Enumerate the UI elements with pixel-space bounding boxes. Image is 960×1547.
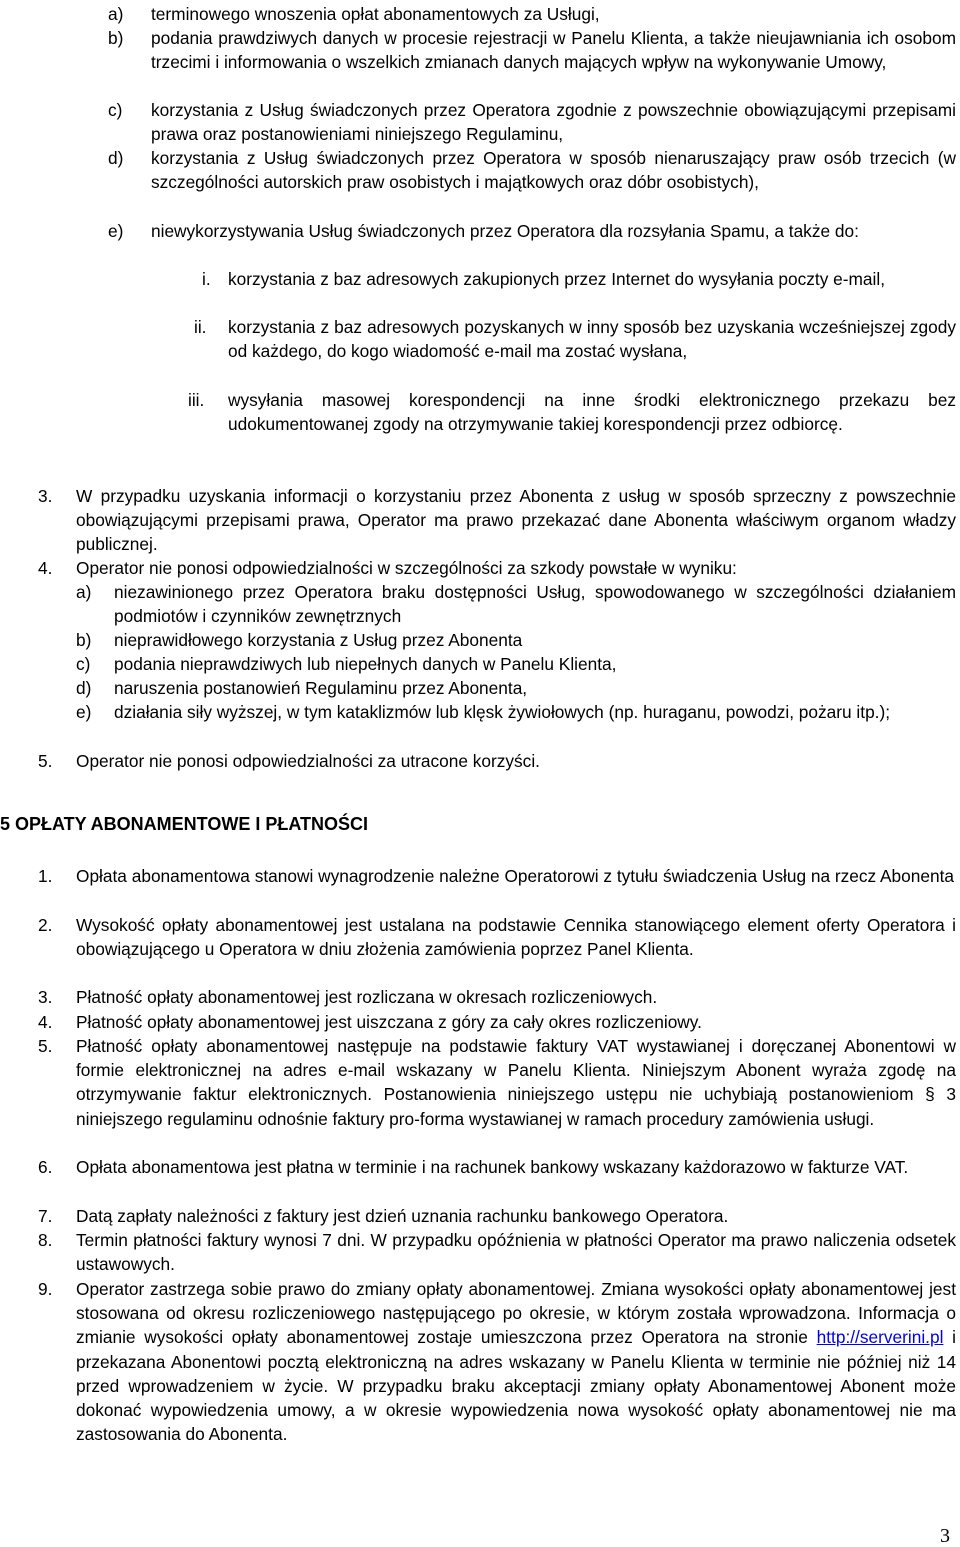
list-item (76, 580, 956, 630)
list-item-text: korzystania z baz adresowych pozyskanych w inny sposób bez uzyskania wcześniejszej zgody od każdego, do kogo wiadomość e-mail ma zostać wysłana, (228, 317, 956, 362)
list-item-text: Płatność opłaty abonamentowej jest rozliczana w okresach rozliczeniowych. (76, 987, 658, 1007)
serverini-link[interactable]: http://serverini.pl (816, 1327, 944, 1348)
list-item-label: 5. (38, 1036, 53, 1056)
list-item (38, 1204, 956, 1230)
list-item (108, 98, 956, 148)
list-item-text: naruszenia postanowień Regulaminu przez Abonenta, (114, 678, 528, 698)
list-item-text: Płatność opłaty abonamentowej jest uiszczana z góry za cały okres rozliczeniowy. (76, 1012, 702, 1032)
section-heading: 5 OPŁATY ABONAMENTOWE I PŁATNOŚCI (0, 814, 369, 834)
text-after-link: i przekazana Abonentowi pocztą elektroniczną na adres wskazany w Panelu Klienta w terminie nie później niż 14 przed wprowadzeniem w życie. W przypadku braku akceptacji zmiany opłaty Abonamentowej Abonent może dokonać wypowiedzenia umowy, a w okresie wypowiedzenia nowa wysokość opłaty abonamentowej nie ma zastosowania do Abonenta. (76, 1327, 957, 1445)
paragraph-text: Operator nie ponosi odpowiedzialności w szczególności za szkody powstałe w wyniku: (76, 558, 737, 578)
list-item-text: działania siły wyższej, w tym kataklizmów lub klęsk żywiołowych (np. huraganu, powodzi, pożaru itp.); (114, 702, 891, 722)
list-item-label: a) (108, 4, 124, 24)
list-item-label: 6. (38, 1157, 53, 1177)
text-before-link: Operator zastrzega sobie prawo do zmiany opłaty abonamentowej. Zmiana wysokości opłaty abonamentowej jest stosowana od okresu rozliczeniowego następującego po okresie, w którym została wprowadzona. Informacja o zmianie wysokości opłaty abonamentowej zostaje umieszczona przez Operatora na stronie (76, 1279, 956, 1348)
list-item-text: podania nieprawdziwych lub niepełnych danych w Panelu Klienta, (114, 654, 617, 674)
paragraph-text: W przypadku uzyskania informacji o korzystaniu przez Abonenta z usług w sposób sprzeczny z powszechnie obowiązującymi przepisami prawa, Operator ma prawo przekazać dane Abonenta właściwym organom władzy publicznej. (76, 486, 956, 555)
list-item-text: korzystania z baz adresowych zakupionych przez Internet do wysyłania poczty e-mail, (228, 269, 885, 289)
list-item-label: e) (108, 221, 124, 241)
list-item (38, 1277, 956, 1471)
paragraph (38, 556, 956, 582)
list-item (76, 676, 956, 702)
list-item-label: 9. (38, 1279, 53, 1299)
list-item-text: niewykorzystywania Usług świadczonych przez Operatora dla rozsyłania Spamu, a także do: (151, 221, 859, 241)
list-item-text (76, 1277, 956, 1446)
list-item (38, 913, 956, 987)
list-item-label: d) (76, 678, 92, 698)
list-item-label: iii. (188, 390, 205, 410)
list-item-text: podania prawdziwych danych w procesie rejestracji w Panelu Klienta, a także nieujawniania ich osobom trzecimi i informowania o wszelkich zmianach danych mających wpływ na wykonywanie Umowy, (151, 28, 956, 73)
list-item (108, 2, 956, 28)
list-item-label: 3. (38, 987, 53, 1007)
list-item (76, 700, 956, 750)
list-item-text: Datą zapłaty należności z faktury jest dzień uznania rachunku bankowego Operatora. (76, 1206, 729, 1226)
list-item-label: 4. (38, 1012, 53, 1032)
list-item (76, 652, 956, 678)
list-item (108, 146, 956, 220)
list-item-label: 2. (38, 915, 53, 935)
list-item-label: e) (76, 702, 92, 722)
list-item (190, 388, 956, 462)
list-item-text: nieprawidłowego korzystania z Usług przez Abonenta (114, 630, 523, 650)
list-item-label: ii. (194, 317, 207, 337)
list-item (190, 267, 956, 317)
list-item (108, 26, 956, 100)
list-item-label: d) (108, 148, 124, 168)
page-number: 3 (940, 1525, 950, 1547)
paragraph (38, 484, 956, 558)
list-item-label: 1. (38, 866, 53, 886)
list-item-text: Płatność opłaty abonamentowej następuje na podstawie faktury VAT wystawianej i doręczanej Abonentowi w formie elektronicznej na adres e-mail wskazany w Panelu Klienta. Niniejszym Abonent wyraża zgodę na otrzymywanie faktur elektronicznych. Postanowienia niniejszego ustępu nie uchybiają postanowieniom § 3 niniejszego regulaminu odnośnie faktury pro-forma wystawianej w ramach procedury zamówienia usługi. (76, 1036, 956, 1129)
list-item-text: niezawinionego przez Operatora braku dostępności Usług, spowodowanego w szczególności działaniem podmiotów i czynników zewnętrznych (114, 582, 956, 627)
list-item (38, 864, 956, 914)
paragraph-number: 5. (38, 751, 53, 771)
list-item (38, 985, 956, 1011)
list-item-label: 7. (38, 1206, 53, 1226)
list-item (38, 1228, 956, 1278)
list-item-label: 8. (38, 1230, 53, 1250)
list-item-text: Opłata abonamentowa stanowi wynagrodzenie należne Operatorowi z tytułu świadczenia Usług na rzecz Abonenta (76, 866, 955, 886)
list-item-text: korzystania z Usług świadczonych przez Operatora zgodnie z powszechnie obowiązującymi przepisami prawa oraz postanowieniami niniejszego Regulaminu, (151, 100, 956, 145)
list-item-label: i. (202, 269, 211, 289)
list-item (38, 1010, 956, 1036)
list-item-label: a) (76, 582, 92, 602)
paragraph-number: 4. (38, 558, 53, 578)
list-item-label: b) (76, 630, 92, 650)
list-item-text: Wysokość opłaty abonamentowej jest ustalana na podstawie Cennika stanowiącego element oferty Operatora i obowiązującego u Operatora w dniu złożenia zamówienia poprzez Panel Klienta. (76, 915, 956, 960)
list-item (76, 628, 956, 654)
list-item (190, 315, 956, 389)
list-item-label: c) (108, 100, 123, 120)
list-item-text: korzystania z Usług świadczonych przez Operatora w sposób nienaruszający praw osób trzecich (w szczególności autorskich praw osobistych i majątkowych oraz dóbr osobistych), (151, 148, 956, 193)
list-item-text: Opłata abonamentowa jest płatna w terminie i na rachunek bankowy wskazany każdorazowo w fakturze VAT. (76, 1157, 909, 1177)
paragraph (38, 749, 956, 775)
paragraph-number: 3. (38, 486, 53, 506)
list-item (108, 219, 956, 269)
list-item-text: Termin płatności faktury wynosi 7 dni. W przypadku opóźnienia w płatności Operator ma prawo naliczenia odsetek ustawowych. (76, 1230, 956, 1275)
list-item (38, 1034, 956, 1156)
list-item-text: terminowego wnoszenia opłat abonamentowych za Usługi, (151, 4, 600, 24)
paragraph-text: Operator nie ponosi odpowiedzialności za utracone korzyści. (76, 751, 540, 771)
list-item (38, 1155, 956, 1205)
list-item-text: wysyłania masowej korespondencji na inne środki elektronicznego przekazu bez udokumentowanej zgody na otrzymywanie takiej korespondencji przez odbiorcę. (228, 390, 956, 435)
list-item-label: b) (108, 28, 124, 48)
list-item-label: c) (76, 654, 91, 674)
